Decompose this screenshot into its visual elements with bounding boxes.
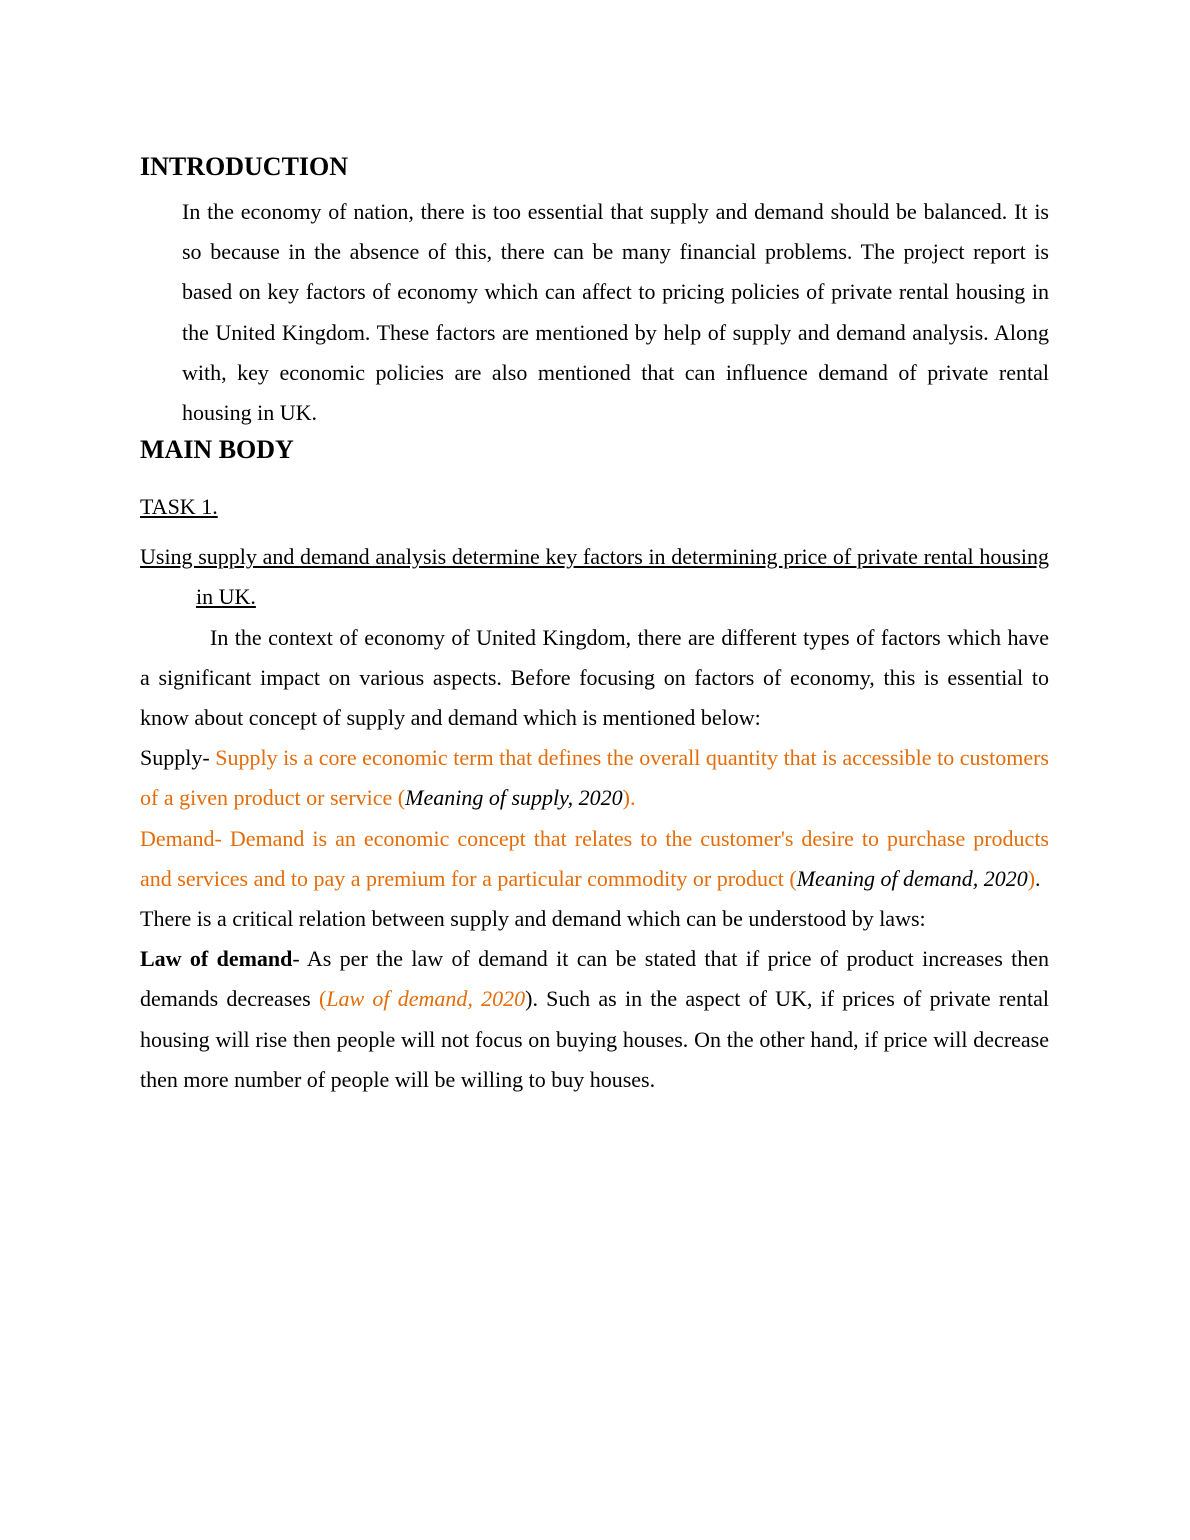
supply-citation: Meaning of supply, 2020	[405, 785, 623, 811]
demand-definition-text: Demand is an economic concept that relates to the customer's desire to purchase products and services and to pay a premium for a particular commodity or product (	[140, 825, 1049, 891]
law-of-demand-citation: Law of demand, 2020	[326, 986, 526, 1012]
demand-label: Demand-	[140, 825, 230, 851]
context-paragraph: In the context of economy of United Kingdom, there are different types of factors which have a significant impact on various aspects. Before focusing on factors of economy, this is essential to know about concept of supply and demand which is mentioned below:	[140, 624, 1049, 731]
demand-period: .	[1035, 865, 1041, 891]
task-label: TASK 1.	[140, 494, 218, 520]
demand-definition	[140, 819, 1049, 899]
introduction-heading: INTRODUCTION	[140, 152, 349, 181]
demand-citation-close: )	[1027, 865, 1036, 891]
law-of-demand-open: (	[318, 986, 327, 1012]
document-page	[140, 150, 1049, 1100]
main-body-heading: MAIN BODY	[140, 435, 294, 465]
supply-label: Supply-	[140, 745, 216, 771]
relation-sentence: There is a critical relation between supply and demand which can be understood by laws:	[140, 906, 926, 932]
supply-definition	[140, 738, 1049, 818]
law-of-demand-paragraph	[140, 939, 1049, 1100]
introduction-paragraph: In the economy of nation, there is too essential that supply and demand should be balanced. It is so because in the absence of this, there can be many financial problems. The project report is based on key factors of economy which can affect to pricing policies of private rental housing in the United Kingdom. These factors are mentioned by help of supply and demand analysis. Along with, key economic policies are also mentioned that can influence demand of private rental housing in UK.	[182, 199, 1049, 426]
supply-definition-text: Supply is a core economic term that defines the overall quantity that is accessible to customers of a given product or service (	[140, 745, 1049, 811]
law-of-demand-term: Law of demand	[140, 946, 293, 972]
demand-citation: Meaning of demand, 2020	[796, 865, 1028, 891]
supply-citation-close: ).	[622, 785, 636, 811]
law-of-demand-text-after: ). Such as in the aspect of UK, if prices of private rental housing will rise then people will not focus on buying houses. On the other hand, if price will decrease then more number of people will be willing to buy houses.	[140, 986, 1049, 1092]
law-of-demand-text: - As per the law of demand it can be stated that if price of product increases then demands decreases	[140, 946, 1049, 1012]
task-question: Using supply and demand analysis determine key factors in determining price of private rental housing in UK.	[140, 544, 1049, 610]
